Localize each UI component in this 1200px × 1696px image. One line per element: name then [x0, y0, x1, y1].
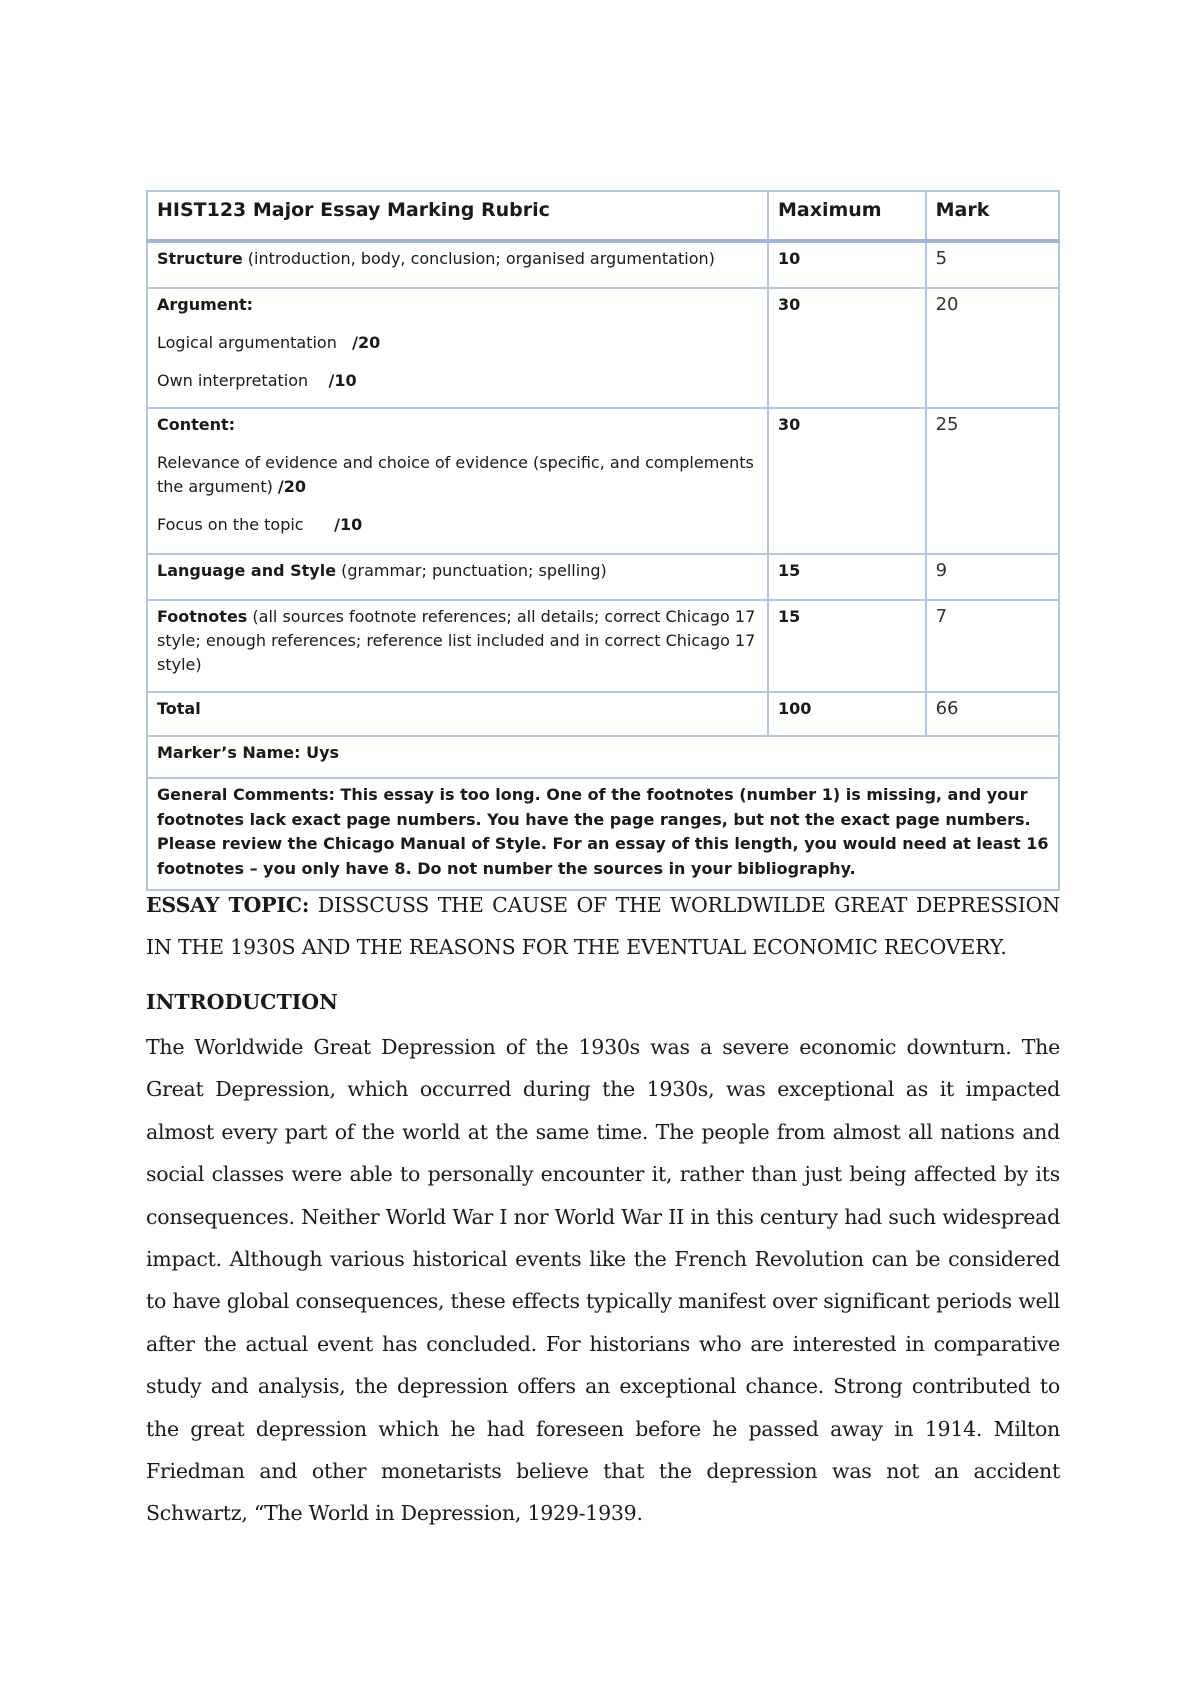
- criterion-detail: (all sources footnote references; all details; correct Chicago 17 style; enough references; reference list included and in correct Chicago 17 style): [157, 607, 756, 674]
- criterion-detail: (introduction, body, conclusion; organised argumentation): [242, 249, 715, 268]
- mark-value: 25: [926, 408, 1059, 554]
- essay-topic-label: ESSAY TOPIC:: [146, 893, 310, 917]
- criterion-label: Argument:: [157, 295, 254, 314]
- criterion-cell: [147, 554, 768, 600]
- marker-name: Marker’s Name: Uys: [147, 736, 1059, 778]
- maximum-value: 15: [768, 554, 926, 600]
- maximum-value: 10: [768, 241, 926, 288]
- criterion-cell: [147, 288, 768, 408]
- rubric-row-total: [147, 692, 1059, 736]
- criterion-detail: (grammar; punctuation; spelling): [336, 561, 607, 580]
- rubric-row-argument: [147, 288, 1059, 408]
- maximum-value: 30: [768, 288, 926, 408]
- maximum-value: 30: [768, 408, 926, 554]
- criterion-label: Footnotes: [157, 607, 248, 626]
- mark-value: 5: [926, 241, 1059, 288]
- criterion-label: Language and Style: [157, 561, 337, 580]
- rubric-title: HIST123 Major Essay Marking Rubric: [147, 191, 768, 241]
- criterion-cell: [147, 241, 768, 288]
- essay-topic: [146, 884, 1060, 968]
- total-maximum: 100: [768, 692, 926, 736]
- mark-value: 20: [926, 288, 1059, 408]
- rubric-header-row: [147, 191, 1059, 241]
- sub-criterion: Relevance of evidence and choice of evidence (specific, and complements the argument) /20: [157, 453, 754, 496]
- rubric-row-comments: [147, 778, 1059, 890]
- marking-rubric-table: [146, 190, 1060, 891]
- essay-topic-text: DISSCUSS THE CAUSE OF THE WORLDWILDE GREAT DEPRESSION IN THE 1930S AND THE REASONS FOR THE EVENTUAL ECONOMIC RECOVERY.: [146, 893, 1060, 959]
- mark-value: 7: [926, 600, 1059, 692]
- sub-criterion: Own interpretation /10: [157, 371, 357, 390]
- essay-body: [146, 884, 1060, 1535]
- mark-value: 9: [926, 554, 1059, 600]
- sub-criterion: Logical argumentation /20: [157, 333, 381, 352]
- rubric-row-footnotes: [147, 600, 1059, 692]
- total-label: Total: [147, 692, 768, 736]
- general-comments: General Comments: This essay is too long. One of the footnotes (number 1) is missing, and your footnotes lack exact page numbers. You have the page ranges, but not the exact page numbers. Please review the Chicago Manual of Style. For an essay of this length, you would need at least 16 footnotes – you only have 8. Do not number the sources in your bibliography.: [147, 778, 1059, 890]
- rubric-row-language: [147, 554, 1059, 600]
- criterion-label: Content:: [157, 415, 236, 434]
- introduction-paragraph: The Worldwide Great Depression of the 1930s was a severe economic downturn. The Great Depression, which occurred during the 1930s, was exceptional as it impacted almost every part of the world at the same time. The people from almost all nations and social classes were able to personally encounter it, rather than just being affected by its consequences. Neither World War I nor World War II in this century had such widespread impact. Although various historical events like the French Revolution can be considered to have global consequences, these effects typically manifest over significant periods well after the actual event has concluded. For historians who are interested in comparative study and analysis, the depression offers an exceptional chance. Strong contributed to the great depression which he had foreseen before he passed away in 1914. Milton Friedman and other monetarists believe that the depression was not an accident Schwartz, “The World in Depression, 1929-1939.: [146, 1035, 1060, 1526]
- rubric-row-content: [147, 408, 1059, 554]
- total-mark: 66: [926, 692, 1059, 736]
- rubric-row-marker: [147, 736, 1059, 778]
- criterion-cell: [147, 408, 768, 554]
- sub-criterion: Focus on the topic /10: [157, 515, 363, 534]
- maximum-header: Maximum: [768, 191, 926, 241]
- maximum-value: 15: [768, 600, 926, 692]
- criterion-cell: [147, 600, 768, 692]
- criterion-label: Structure: [157, 249, 243, 268]
- introduction-heading: INTRODUCTION: [146, 990, 338, 1014]
- mark-header: Mark: [926, 191, 1059, 241]
- rubric-row-structure: [147, 241, 1059, 288]
